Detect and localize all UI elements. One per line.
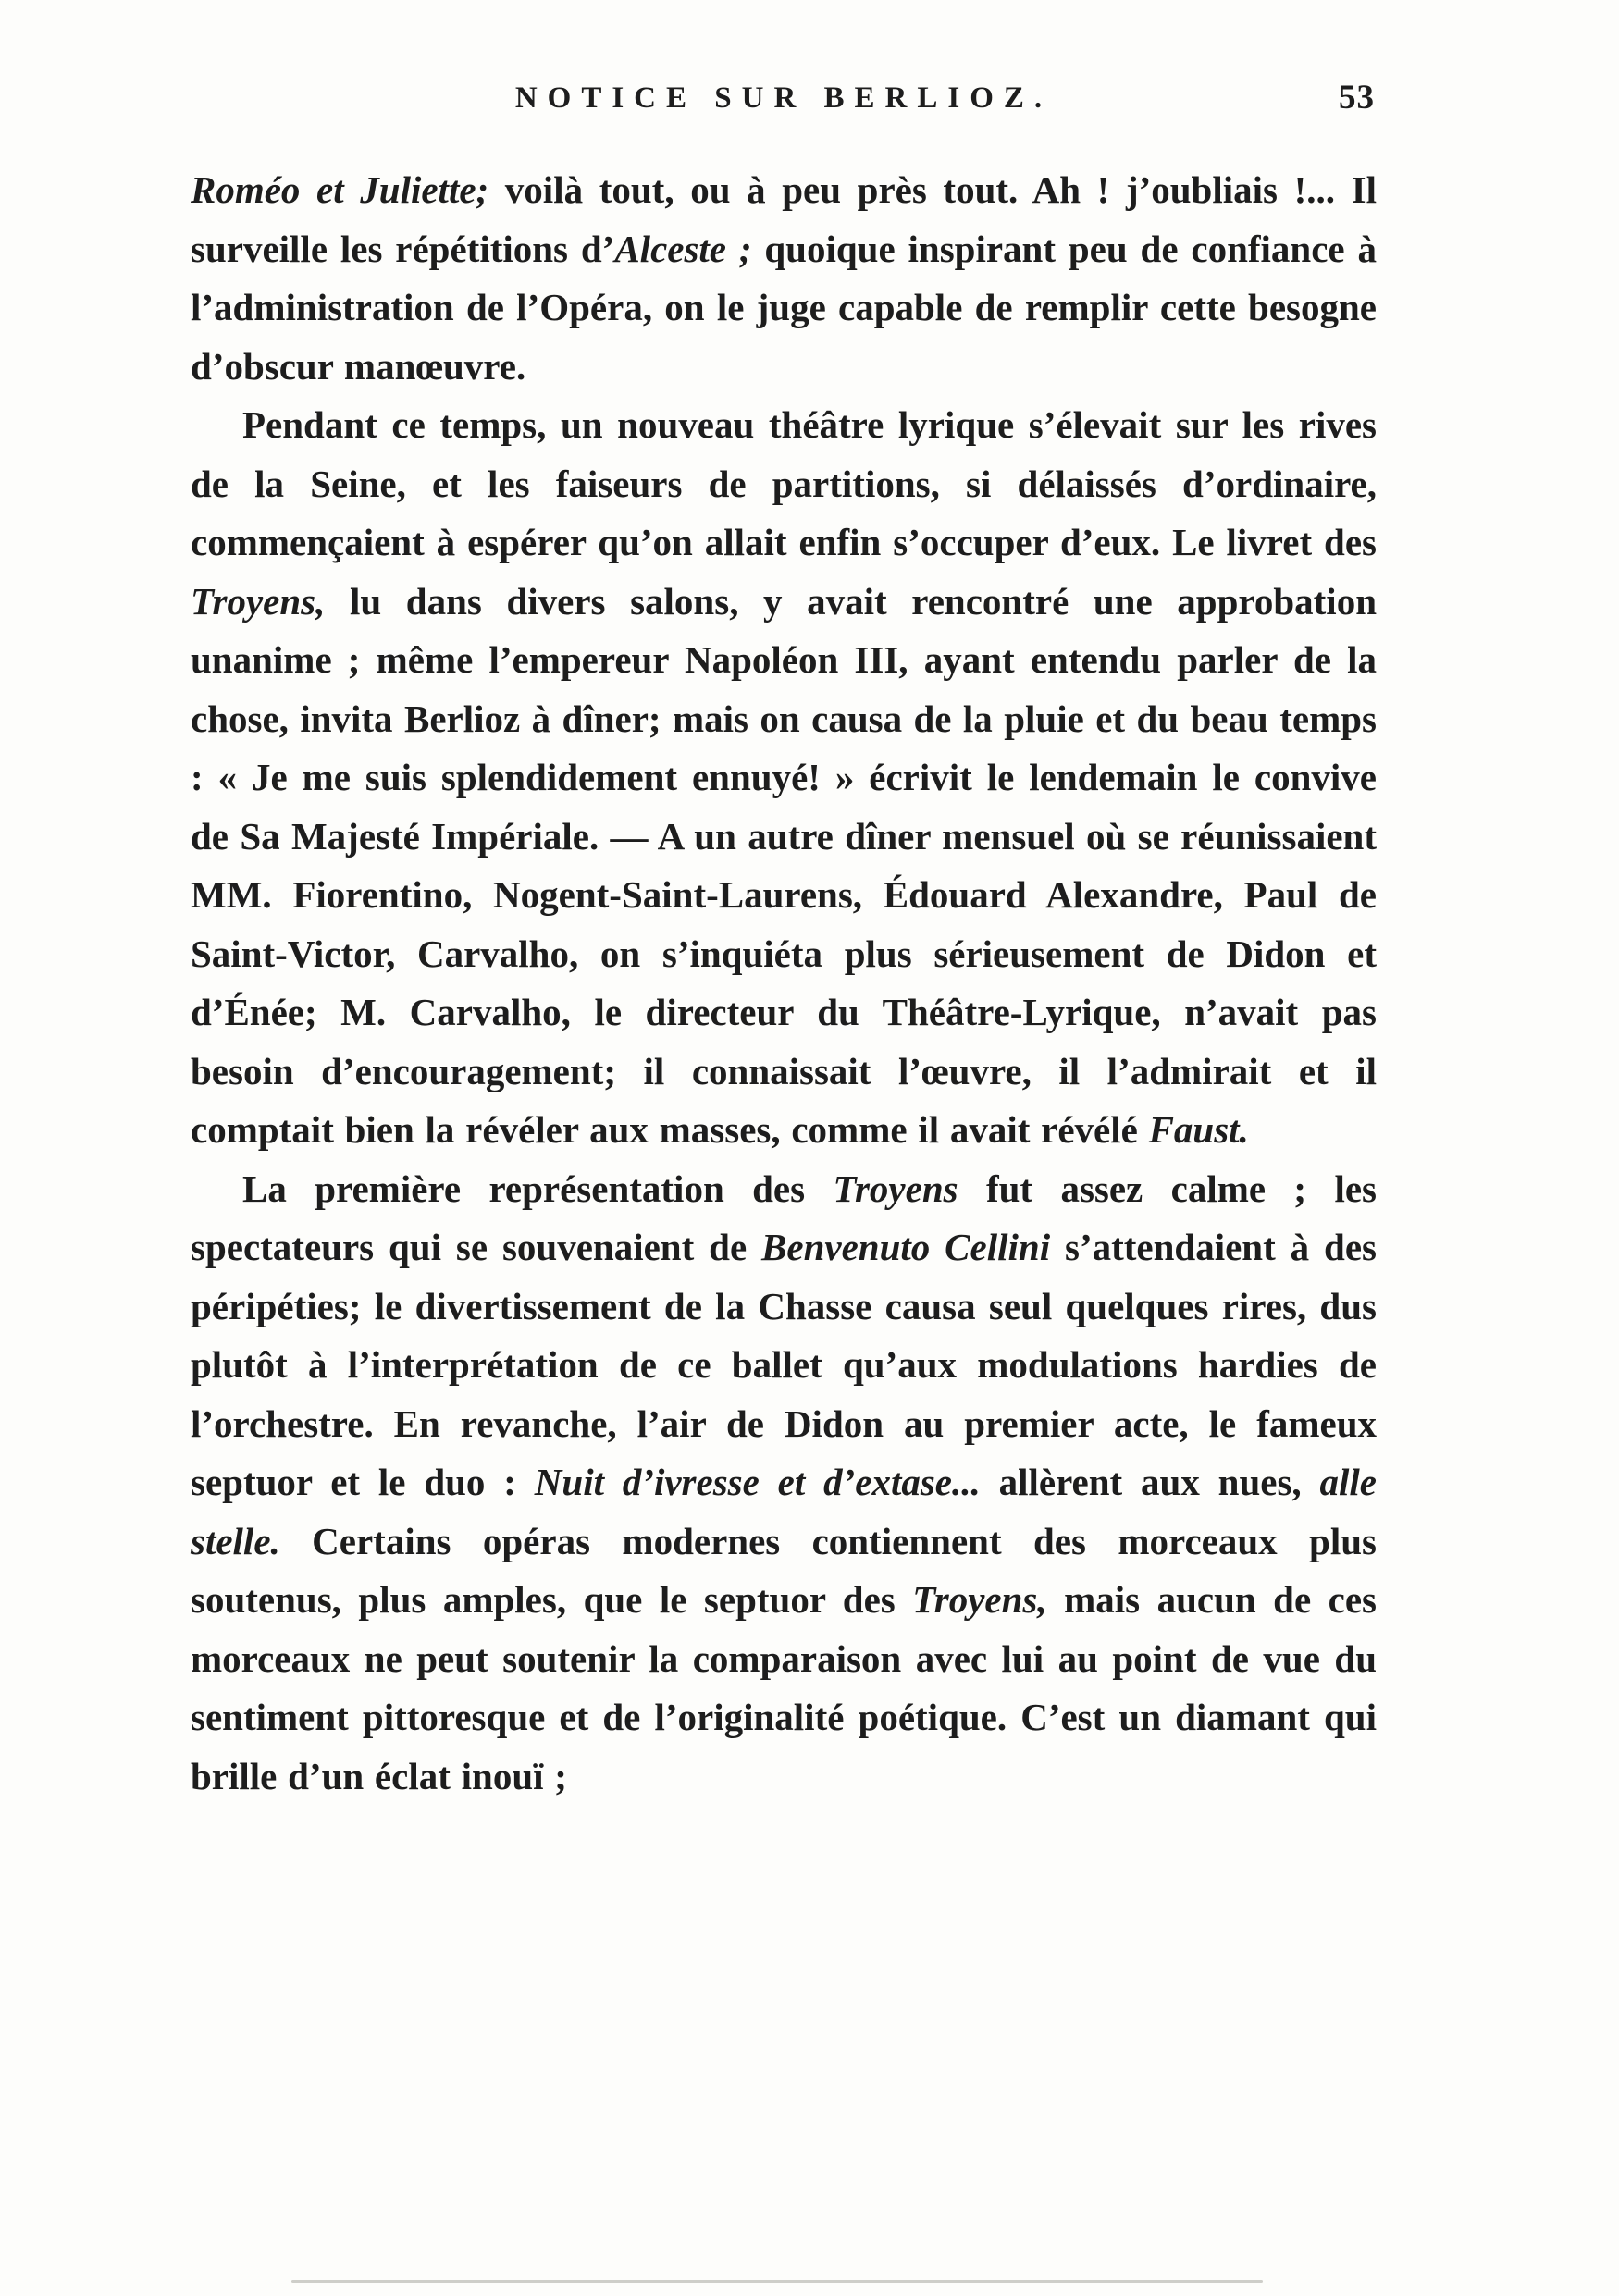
italic-text-run: Alceste ; (614, 227, 752, 270)
running-title: NOTICE SUR BERLIOZ. (514, 81, 1053, 115)
text-run: La première représentation des (242, 1167, 834, 1210)
text-run: Pendant ce temps, un nouveau théâtre lyrique s’élevait sur les rives de la Seine, et les faiseurs de partitions, si délaissés d’ordinaire, commençaient à espérer qu’on allait enfin s’occuper d’eux. Le livret des (191, 403, 1377, 563)
text-run: Certains opéras modernes contiennent des morceaux plus soutenus, plus amples, que le septuor des (191, 1519, 1377, 1621)
text-run: quoique inspirant peu de confiance à l’administration de l’Opéra, on le juge capable de remplir cette besogne d’obscur manœuvre. (191, 227, 1377, 388)
text-run: allèrent aux nues, (980, 1461, 1320, 1503)
text-run: s’attendaient à des péripéties; le divertissement de la Chasse causa seul quelques rires, dus plutôt à l’interprétation de ce ballet qu’aux modulations hardies de l’orchestre. En revanche, l’air de Didon au premier acte, le fameux septuor et le duo : (191, 1226, 1377, 1503)
text-run: lu dans divers salons, y avait rencontré une approbation unanime ; même l’empereur Napoléon III, ayant entendu parler de la chose, invita Berlioz à dîner; mais on causa de la pluie et du beau temps : « Je me suis splendidement ennuyé! » écrivit le lendemain le convive de Sa Majesté Impériale. — A un autre dîner mensuel où se réunissaient MM. Fiorentino, Nogent-Saint-Laurens, Édouard Alexandre, Paul de Saint-Victor, Carvalho, on s’inquiéta plus sérieusement de Didon et d’Énée; M. Carvalho, le directeur du Théâtre-Lyrique, n’avait pas besoin d’encouragement; il connaissait l’œuvre, il l’admirait et il comptait bien la révéler aux masses, comme il avait révélé (191, 579, 1377, 1151)
text-run: voilà tout, ou à peu près tout. Ah ! j’oubliais !... Il surveille les répétitions d’ (191, 168, 1377, 270)
paragraph (191, 1160, 1377, 1807)
italic-text-run: Troyens, (191, 579, 326, 623)
italic-text-run: Troyens, (912, 1578, 1047, 1621)
page-header (191, 81, 1377, 130)
text-run: fut assez calme ; les spectateurs qui se souvenaient de (191, 1167, 1377, 1268)
italic-text-run: Benvenuto Cellini (761, 1226, 1051, 1268)
page-number: 53 (1339, 79, 1375, 117)
italic-text-run: alle stelle. (191, 1461, 1377, 1562)
italic-text-run: Nuit d’ivresse et d’extase... (534, 1461, 981, 1503)
text-run: mais aucun de ces morceaux ne peut soutenir la comparaison avec lui au point de vue du sentiment pittoresque et de l’originalité poétique. C’est un diamant qui brille d’un éclat inouï ; (191, 1578, 1377, 1797)
page-body (191, 161, 1377, 1806)
paragraph (191, 161, 1377, 396)
italic-text-run: Faust. (1148, 1108, 1249, 1151)
paragraph (191, 396, 1377, 1160)
italic-text-run: Troyens (833, 1167, 958, 1210)
italic-text-run: Roméo et Juliette; (191, 168, 489, 211)
scan-edge-artifact (291, 2280, 1263, 2283)
